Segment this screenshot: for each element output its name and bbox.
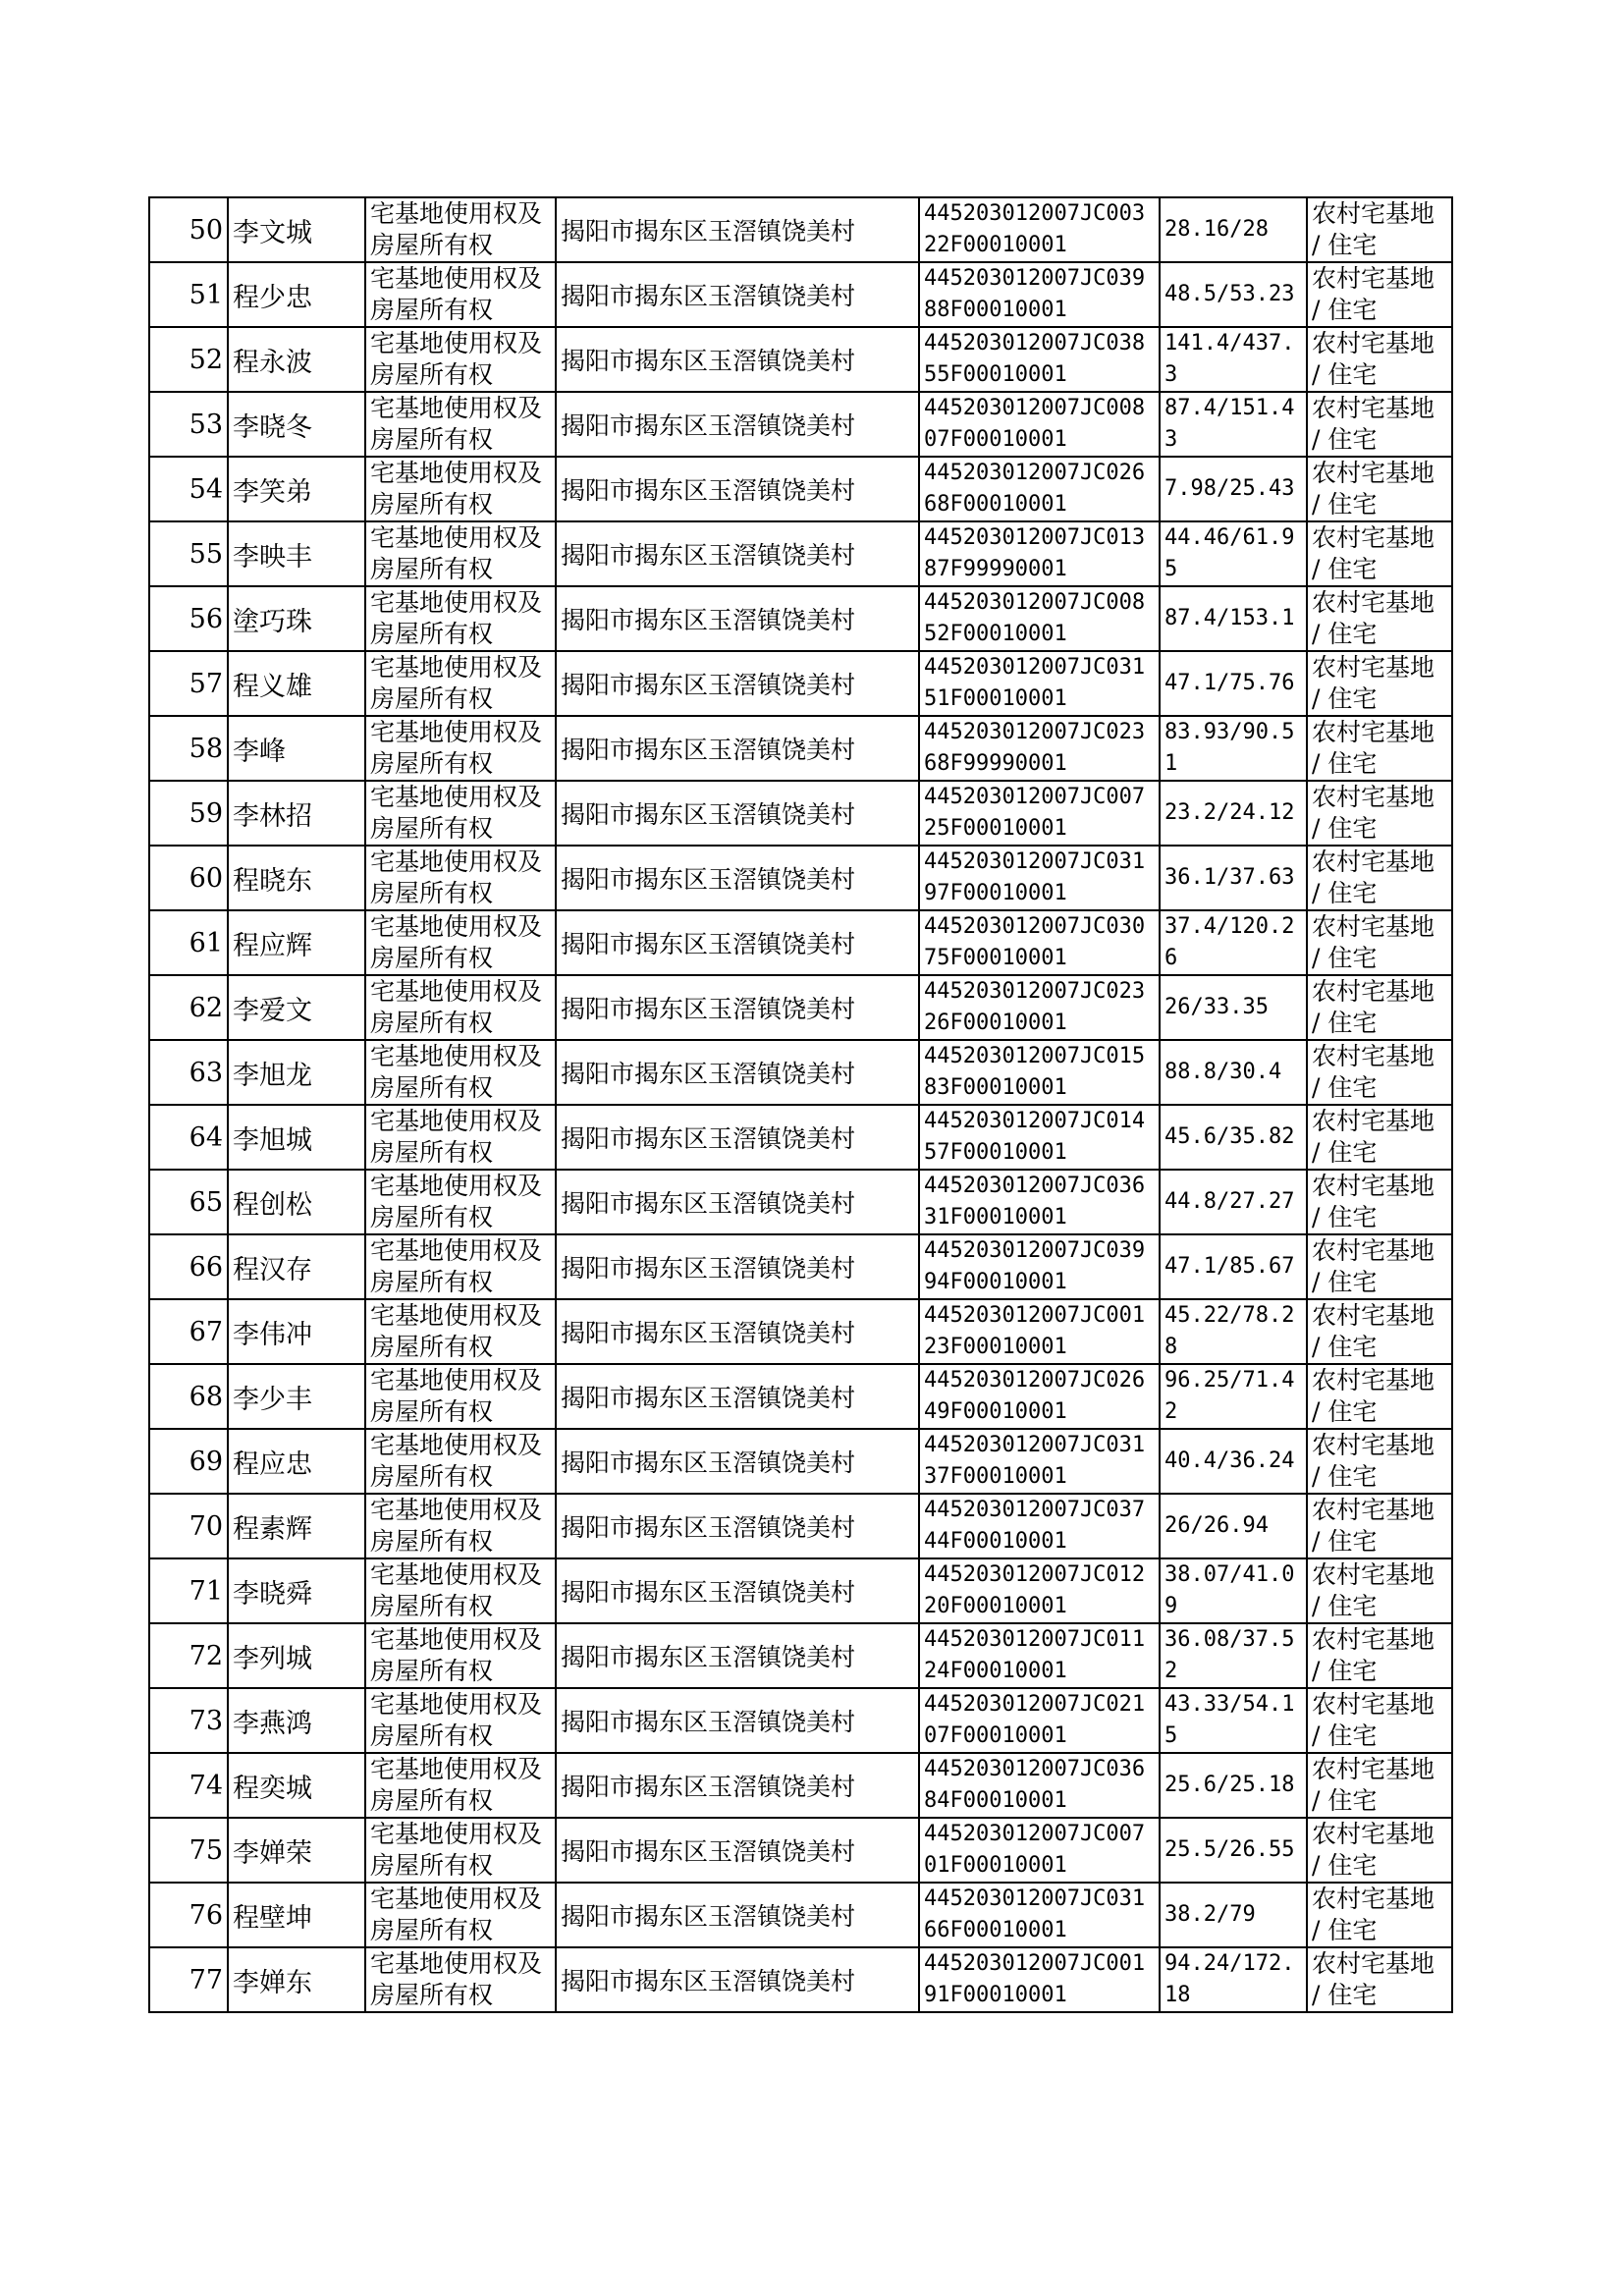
land-use-cell: 农村宅基地 / 住宅	[1307, 1494, 1452, 1558]
owner-name-cell: 李晓舜	[228, 1558, 365, 1623]
row-number-cell: 75	[149, 1818, 228, 1883]
area-value-cell: 23.2/24.12	[1160, 781, 1307, 846]
owner-name-cell: 程壁坤	[228, 1883, 365, 1947]
owner-name-cell: 程少忠	[228, 262, 365, 327]
land-use-cell: 农村宅基地 / 住宅	[1307, 1364, 1452, 1429]
owner-name-cell: 程奕城	[228, 1753, 365, 1818]
land-use-cell: 农村宅基地 / 住宅	[1307, 975, 1452, 1040]
right-type-cell: 宅基地使用权及房屋所有权	[365, 327, 556, 392]
owner-name-cell: 李少丰	[228, 1364, 365, 1429]
unit-code-cell: 445203012007JC03166F00010001	[919, 1883, 1160, 1947]
land-use-cell: 农村宅基地 / 住宅	[1307, 197, 1452, 262]
table-row	[149, 1558, 1452, 1623]
right-type-cell: 宅基地使用权及房屋所有权	[365, 781, 556, 846]
owner-name-cell: 程应辉	[228, 910, 365, 975]
owner-name-cell: 李伟冲	[228, 1299, 365, 1364]
area-value-cell: 47.1/85.67	[1160, 1234, 1307, 1299]
table-body	[149, 197, 1452, 2012]
area-value-cell: 96.25/71.42	[1160, 1364, 1307, 1429]
owner-name-cell: 李燕鸿	[228, 1688, 365, 1753]
right-type-cell: 宅基地使用权及房屋所有权	[365, 1688, 556, 1753]
land-use-cell: 农村宅基地 / 住宅	[1307, 716, 1452, 781]
row-number-cell: 77	[149, 1947, 228, 2012]
land-use-cell: 农村宅基地 / 住宅	[1307, 262, 1452, 327]
area-value-cell: 28.16/28	[1160, 197, 1307, 262]
location-cell: 揭阳市揭东区玉滘镇饶美村	[556, 846, 919, 910]
unit-code-cell: 445203012007JC02326F00010001	[919, 975, 1160, 1040]
table-row	[149, 975, 1452, 1040]
right-type-cell: 宅基地使用权及房屋所有权	[365, 1105, 556, 1170]
unit-code-cell: 445203012007JC00191F00010001	[919, 1947, 1160, 2012]
area-value-cell: 44.8/27.27	[1160, 1170, 1307, 1234]
location-cell: 揭阳市揭东区玉滘镇饶美村	[556, 1299, 919, 1364]
table-row	[149, 392, 1452, 457]
unit-code-cell: 445203012007JC03631F00010001	[919, 1170, 1160, 1234]
row-number-cell: 60	[149, 846, 228, 910]
row-number-cell: 50	[149, 197, 228, 262]
location-cell: 揭阳市揭东区玉滘镇饶美村	[556, 1170, 919, 1234]
right-type-cell: 宅基地使用权及房屋所有权	[365, 1558, 556, 1623]
land-use-cell: 农村宅基地 / 住宅	[1307, 327, 1452, 392]
row-number-cell: 74	[149, 1753, 228, 1818]
row-number-cell: 54	[149, 457, 228, 521]
owner-name-cell: 程素辉	[228, 1494, 365, 1558]
area-value-cell: 40.4/36.24	[1160, 1429, 1307, 1494]
right-type-cell: 宅基地使用权及房屋所有权	[365, 1753, 556, 1818]
area-value-cell: 94.24/172.18	[1160, 1947, 1307, 2012]
unit-code-cell: 445203012007JC01457F00010001	[919, 1105, 1160, 1170]
unit-code-cell: 445203012007JC03151F00010001	[919, 651, 1160, 716]
land-use-cell: 农村宅基地 / 住宅	[1307, 1040, 1452, 1105]
unit-code-cell: 445203012007JC03988F00010001	[919, 262, 1160, 327]
right-type-cell: 宅基地使用权及房屋所有权	[365, 1234, 556, 1299]
owner-name-cell: 程应忠	[228, 1429, 365, 1494]
area-value-cell: 45.22/78.28	[1160, 1299, 1307, 1364]
right-type-cell: 宅基地使用权及房屋所有权	[365, 521, 556, 586]
table-row	[149, 521, 1452, 586]
land-use-cell: 农村宅基地 / 住宅	[1307, 1299, 1452, 1364]
right-type-cell: 宅基地使用权及房屋所有权	[365, 1170, 556, 1234]
right-type-cell: 宅基地使用权及房屋所有权	[365, 1818, 556, 1883]
area-value-cell: 45.6/35.82	[1160, 1105, 1307, 1170]
land-use-cell: 农村宅基地 / 住宅	[1307, 1558, 1452, 1623]
unit-code-cell: 445203012007JC02368F99990001	[919, 716, 1160, 781]
table-row	[149, 262, 1452, 327]
owner-name-cell: 李文城	[228, 197, 365, 262]
unit-code-cell: 445203012007JC02668F00010001	[919, 457, 1160, 521]
table-row	[149, 1623, 1452, 1688]
owner-name-cell: 塗巧珠	[228, 586, 365, 651]
land-use-cell: 农村宅基地 / 住宅	[1307, 1429, 1452, 1494]
location-cell: 揭阳市揭东区玉滘镇饶美村	[556, 716, 919, 781]
land-use-cell: 农村宅基地 / 住宅	[1307, 521, 1452, 586]
location-cell: 揭阳市揭东区玉滘镇饶美村	[556, 1558, 919, 1623]
unit-code-cell: 445203012007JC00701F00010001	[919, 1818, 1160, 1883]
area-value-cell: 141.4/437.3	[1160, 327, 1307, 392]
table-row	[149, 1105, 1452, 1170]
owner-name-cell: 李林招	[228, 781, 365, 846]
right-type-cell: 宅基地使用权及房屋所有权	[365, 1883, 556, 1947]
area-value-cell: 38.07/41.09	[1160, 1558, 1307, 1623]
area-value-cell: 87.4/151.43	[1160, 392, 1307, 457]
owner-name-cell: 李婵荣	[228, 1818, 365, 1883]
row-number-cell: 56	[149, 586, 228, 651]
land-use-cell: 农村宅基地 / 住宅	[1307, 651, 1452, 716]
row-number-cell: 70	[149, 1494, 228, 1558]
land-use-cell: 农村宅基地 / 住宅	[1307, 1753, 1452, 1818]
unit-code-cell: 445203012007JC03197F00010001	[919, 846, 1160, 910]
row-number-cell: 64	[149, 1105, 228, 1170]
location-cell: 揭阳市揭东区玉滘镇饶美村	[556, 1623, 919, 1688]
table-row	[149, 327, 1452, 392]
owner-name-cell: 程汉存	[228, 1234, 365, 1299]
location-cell: 揭阳市揭东区玉滘镇饶美村	[556, 521, 919, 586]
owner-name-cell: 程永波	[228, 327, 365, 392]
location-cell: 揭阳市揭东区玉滘镇饶美村	[556, 1429, 919, 1494]
row-number-cell: 71	[149, 1558, 228, 1623]
land-use-cell: 农村宅基地 / 住宅	[1307, 1883, 1452, 1947]
row-number-cell: 59	[149, 781, 228, 846]
unit-code-cell: 445203012007JC03075F00010001	[919, 910, 1160, 975]
unit-code-cell: 445203012007JC00852F00010001	[919, 586, 1160, 651]
location-cell: 揭阳市揭东区玉滘镇饶美村	[556, 1947, 919, 2012]
location-cell: 揭阳市揭东区玉滘镇饶美村	[556, 1688, 919, 1753]
land-use-cell: 农村宅基地 / 住宅	[1307, 457, 1452, 521]
owner-name-cell: 李峰	[228, 716, 365, 781]
row-number-cell: 63	[149, 1040, 228, 1105]
unit-code-cell: 445203012007JC02649F00010001	[919, 1364, 1160, 1429]
table-row	[149, 716, 1452, 781]
right-type-cell: 宅基地使用权及房屋所有权	[365, 586, 556, 651]
right-type-cell: 宅基地使用权及房屋所有权	[365, 262, 556, 327]
area-value-cell: 36.08/37.52	[1160, 1623, 1307, 1688]
right-type-cell: 宅基地使用权及房屋所有权	[365, 846, 556, 910]
table-row	[149, 586, 1452, 651]
right-type-cell: 宅基地使用权及房屋所有权	[365, 457, 556, 521]
location-cell: 揭阳市揭东区玉滘镇饶美村	[556, 392, 919, 457]
owner-name-cell: 李笑弟	[228, 457, 365, 521]
owner-name-cell: 程义雄	[228, 651, 365, 716]
land-use-cell: 农村宅基地 / 住宅	[1307, 1234, 1452, 1299]
right-type-cell: 宅基地使用权及房屋所有权	[365, 651, 556, 716]
unit-code-cell: 445203012007JC00322F00010001	[919, 197, 1160, 262]
row-number-cell: 58	[149, 716, 228, 781]
location-cell: 揭阳市揭东区玉滘镇饶美村	[556, 1364, 919, 1429]
right-type-cell: 宅基地使用权及房屋所有权	[365, 1040, 556, 1105]
right-type-cell: 宅基地使用权及房屋所有权	[365, 910, 556, 975]
location-cell: 揭阳市揭东区玉滘镇饶美村	[556, 1494, 919, 1558]
right-type-cell: 宅基地使用权及房屋所有权	[365, 1364, 556, 1429]
table-row	[149, 910, 1452, 975]
unit-code-cell: 445203012007JC01124F00010001	[919, 1623, 1160, 1688]
row-number-cell: 72	[149, 1623, 228, 1688]
area-value-cell: 38.2/79	[1160, 1883, 1307, 1947]
row-number-cell: 76	[149, 1883, 228, 1947]
owner-name-cell: 李晓冬	[228, 392, 365, 457]
owner-name-cell: 李列城	[228, 1623, 365, 1688]
row-number-cell: 73	[149, 1688, 228, 1753]
unit-code-cell: 445203012007JC03855F00010001	[919, 327, 1160, 392]
location-cell: 揭阳市揭东区玉滘镇饶美村	[556, 651, 919, 716]
right-type-cell: 宅基地使用权及房屋所有权	[365, 392, 556, 457]
table-row	[149, 846, 1452, 910]
table-row	[149, 197, 1452, 262]
right-type-cell: 宅基地使用权及房屋所有权	[365, 716, 556, 781]
row-number-cell: 61	[149, 910, 228, 975]
unit-code-cell: 445203012007JC00725F00010001	[919, 781, 1160, 846]
row-number-cell: 66	[149, 1234, 228, 1299]
area-value-cell: 83.93/90.51	[1160, 716, 1307, 781]
right-type-cell: 宅基地使用权及房屋所有权	[365, 197, 556, 262]
land-use-cell: 农村宅基地 / 住宅	[1307, 846, 1452, 910]
land-use-cell: 农村宅基地 / 住宅	[1307, 910, 1452, 975]
owner-name-cell: 李婵东	[228, 1947, 365, 2012]
row-number-cell: 69	[149, 1429, 228, 1494]
unit-code-cell: 445203012007JC01387F99990001	[919, 521, 1160, 586]
area-value-cell: 88.8/30.4	[1160, 1040, 1307, 1105]
unit-code-cell: 445203012007JC03684F00010001	[919, 1753, 1160, 1818]
owner-name-cell: 李旭城	[228, 1105, 365, 1170]
table-row	[149, 1234, 1452, 1299]
area-value-cell: 25.5/26.55	[1160, 1818, 1307, 1883]
land-use-cell: 农村宅基地 / 住宅	[1307, 392, 1452, 457]
location-cell: 揭阳市揭东区玉滘镇饶美村	[556, 910, 919, 975]
land-use-cell: 农村宅基地 / 住宅	[1307, 1623, 1452, 1688]
land-use-cell: 农村宅基地 / 住宅	[1307, 1947, 1452, 2012]
location-cell: 揭阳市揭东区玉滘镇饶美村	[556, 975, 919, 1040]
right-type-cell: 宅基地使用权及房屋所有权	[365, 1299, 556, 1364]
location-cell: 揭阳市揭东区玉滘镇饶美村	[556, 586, 919, 651]
area-value-cell: 26/26.94	[1160, 1494, 1307, 1558]
land-use-cell: 农村宅基地 / 住宅	[1307, 781, 1452, 846]
table-row	[149, 1947, 1452, 2012]
unit-code-cell: 445203012007JC02107F00010001	[919, 1688, 1160, 1753]
row-number-cell: 53	[149, 392, 228, 457]
row-number-cell: 65	[149, 1170, 228, 1234]
location-cell: 揭阳市揭东区玉滘镇饶美村	[556, 1040, 919, 1105]
owner-name-cell: 程晓东	[228, 846, 365, 910]
owner-name-cell: 李爱文	[228, 975, 365, 1040]
right-type-cell: 宅基地使用权及房屋所有权	[365, 975, 556, 1040]
table-row	[149, 1883, 1452, 1947]
row-number-cell: 52	[149, 327, 228, 392]
area-value-cell: 37.4/120.26	[1160, 910, 1307, 975]
row-number-cell: 55	[149, 521, 228, 586]
location-cell: 揭阳市揭东区玉滘镇饶美村	[556, 1818, 919, 1883]
area-value-cell: 25.6/25.18	[1160, 1753, 1307, 1818]
table-row	[149, 1429, 1452, 1494]
unit-code-cell: 445203012007JC03994F00010001	[919, 1234, 1160, 1299]
table-row	[149, 1818, 1452, 1883]
right-type-cell: 宅基地使用权及房屋所有权	[365, 1429, 556, 1494]
unit-code-cell: 445203012007JC01583F00010001	[919, 1040, 1160, 1105]
table-row	[149, 1688, 1452, 1753]
unit-code-cell: 445203012007JC00123F00010001	[919, 1299, 1160, 1364]
location-cell: 揭阳市揭东区玉滘镇饶美村	[556, 457, 919, 521]
table-row	[149, 1494, 1452, 1558]
area-value-cell: 26/33.35	[1160, 975, 1307, 1040]
row-number-cell: 57	[149, 651, 228, 716]
location-cell: 揭阳市揭东区玉滘镇饶美村	[556, 197, 919, 262]
row-number-cell: 68	[149, 1364, 228, 1429]
owner-name-cell: 李映丰	[228, 521, 365, 586]
table-row	[149, 1299, 1452, 1364]
location-cell: 揭阳市揭东区玉滘镇饶美村	[556, 1753, 919, 1818]
land-use-cell: 农村宅基地 / 住宅	[1307, 1818, 1452, 1883]
area-value-cell: 7.98/25.43	[1160, 457, 1307, 521]
table-row	[149, 781, 1452, 846]
area-value-cell: 87.4/153.1	[1160, 586, 1307, 651]
land-use-cell: 农村宅基地 / 住宅	[1307, 1170, 1452, 1234]
area-value-cell: 44.46/61.95	[1160, 521, 1307, 586]
property-rights-table	[148, 196, 1453, 2013]
location-cell: 揭阳市揭东区玉滘镇饶美村	[556, 781, 919, 846]
area-value-cell: 43.33/54.15	[1160, 1688, 1307, 1753]
table-row	[149, 1753, 1452, 1818]
row-number-cell: 67	[149, 1299, 228, 1364]
area-value-cell: 48.5/53.23	[1160, 262, 1307, 327]
unit-code-cell: 445203012007JC03137F00010001	[919, 1429, 1160, 1494]
owner-name-cell: 李旭龙	[228, 1040, 365, 1105]
area-value-cell: 47.1/75.76	[1160, 651, 1307, 716]
row-number-cell: 62	[149, 975, 228, 1040]
owner-name-cell: 程创松	[228, 1170, 365, 1234]
unit-code-cell: 445203012007JC03744F00010001	[919, 1494, 1160, 1558]
location-cell: 揭阳市揭东区玉滘镇饶美村	[556, 327, 919, 392]
land-use-cell: 农村宅基地 / 住宅	[1307, 1105, 1452, 1170]
location-cell: 揭阳市揭东区玉滘镇饶美村	[556, 1234, 919, 1299]
table-row	[149, 1040, 1452, 1105]
location-cell: 揭阳市揭东区玉滘镇饶美村	[556, 1883, 919, 1947]
right-type-cell: 宅基地使用权及房屋所有权	[365, 1947, 556, 2012]
table-row	[149, 1364, 1452, 1429]
unit-code-cell: 445203012007JC00807F00010001	[919, 392, 1160, 457]
right-type-cell: 宅基地使用权及房屋所有权	[365, 1494, 556, 1558]
row-number-cell: 51	[149, 262, 228, 327]
unit-code-cell: 445203012007JC01220F00010001	[919, 1558, 1160, 1623]
table-row	[149, 651, 1452, 716]
location-cell: 揭阳市揭东区玉滘镇饶美村	[556, 1105, 919, 1170]
land-use-cell: 农村宅基地 / 住宅	[1307, 1688, 1452, 1753]
location-cell: 揭阳市揭东区玉滘镇饶美村	[556, 262, 919, 327]
right-type-cell: 宅基地使用权及房屋所有权	[365, 1623, 556, 1688]
land-use-cell: 农村宅基地 / 住宅	[1307, 586, 1452, 651]
table-row	[149, 457, 1452, 521]
area-value-cell: 36.1/37.63	[1160, 846, 1307, 910]
table-row	[149, 1170, 1452, 1234]
